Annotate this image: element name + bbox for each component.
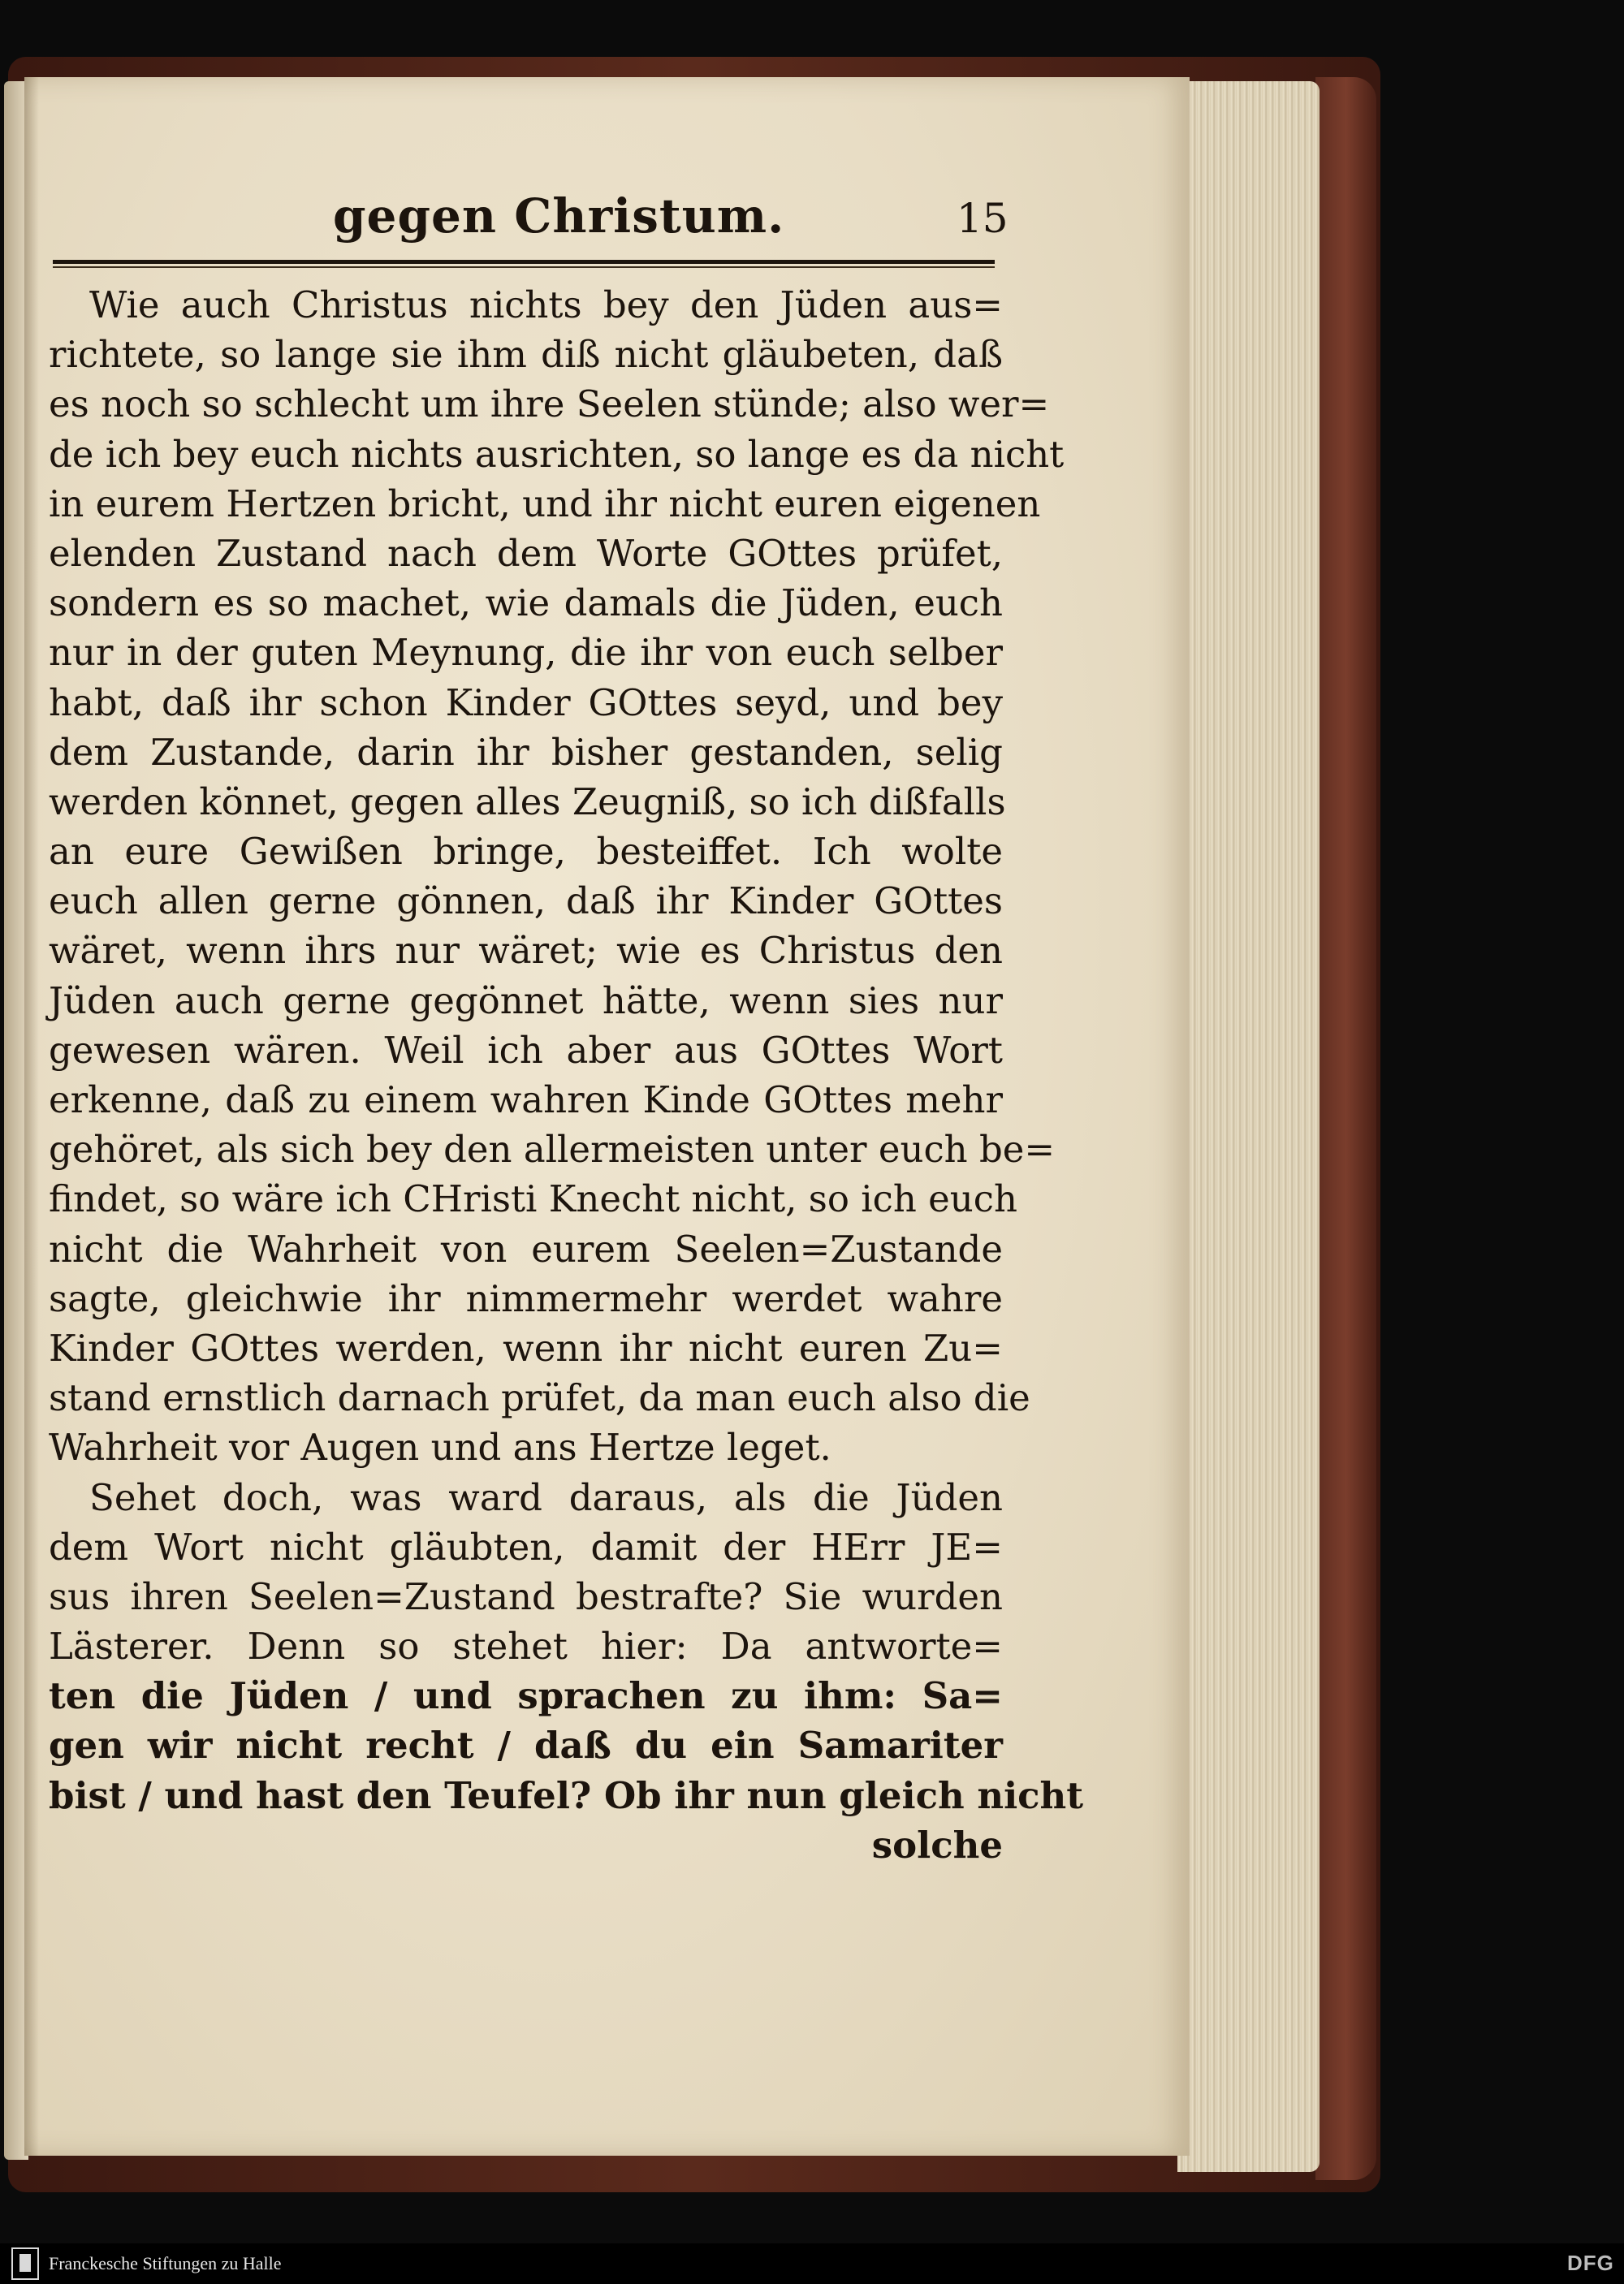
text-line: in eurem Hertzen bricht, und ihr nicht euren eigenen — [49, 481, 1041, 525]
text-line: an eure Gewißen bringe, besteiffet. Ich wolte — [49, 830, 1003, 874]
page-gutter — [24, 77, 39, 2156]
header-rule-thin — [53, 266, 995, 268]
footer-institution: Franckesche Stiftungen zu Halle — [49, 2253, 282, 2273]
text-line-emphasis: bist / und hast den Teufel? Ob ihr nun gleich nicht — [49, 1773, 1084, 1817]
text-line: sus ihren Seelen=Zustand bestrafte? Sie wurden — [49, 1574, 1003, 1618]
text-line: stand ernstlich darnach prüfet, da man euch also die — [49, 1376, 1030, 1420]
text-line: dem Zustande, darin ihr bisher gestanden, selig — [49, 730, 1003, 774]
text-line: werden könnet, gegen alles Zeugniß, so ich dißfalls — [49, 779, 1006, 823]
text-line: findet, so wäre ich CHristi Knecht nicht, so ich euch — [49, 1177, 1017, 1221]
text-line: Sehet doch, was ward daraus, als die Jüden — [89, 1475, 1003, 1519]
text-line: elenden Zustand nach dem Worte GOttes prüfet, — [49, 531, 1003, 575]
running-head: gegen Christum. — [333, 188, 785, 244]
text-line: nicht die Wahrheit von eurem Seelen=Zustande — [49, 1227, 1003, 1271]
header-rule — [53, 260, 995, 264]
text-line: Jüden auch gerne gegönnet hätte, wenn sies nur — [49, 978, 1003, 1022]
text-line: dem Wort nicht gläubten, damit der HErr JE= — [49, 1525, 1003, 1569]
text-line: gewesen wären. Weil ich aber aus GOttes Wort — [49, 1028, 1003, 1072]
institution-logo-icon — [11, 2247, 39, 2280]
text-line: wäret, wenn ihrs nur wäret; wie es Christus den — [49, 929, 1003, 973]
text-line: sondern es so machet, wie damals die Jüden, euch — [49, 581, 1003, 625]
book-cover-edge — [1315, 77, 1376, 2180]
page-number: 15 — [957, 195, 1009, 242]
footer-funder-logo: DFG — [1567, 2251, 1614, 2275]
text-line-emphasis: gen wir nicht recht / daß du ein Samariter — [49, 1724, 1003, 1768]
text-line: es noch so schlecht um ihre Seelen stünde; also wer= — [49, 382, 1050, 426]
body-text — [49, 280, 1084, 1870]
text-line: euch allen gerne gönnen, daß ihr Kinder GOttes — [49, 879, 1003, 923]
page-stack-edge — [1177, 81, 1320, 2172]
text-line: sagte, gleichwie ihr nimmermehr werdet wahre — [49, 1276, 1003, 1320]
text-line: Wie auch Christus nichts bey den Jüden aus= — [89, 283, 1003, 326]
text-line: Kinder GOttes werden, wenn ihr nicht euren Zu= — [49, 1326, 1003, 1370]
catchword: solche — [871, 1823, 1003, 1867]
text-line: erkenne, daß zu einem wahren Kinde GOttes mehr — [49, 1078, 1003, 1121]
text-line: Wahrheit vor Augen und ans Hertze leget. — [49, 1426, 831, 1470]
logo-mark — [19, 2254, 31, 2272]
text-line: habt, daß ihr schon Kinder GOttes seyd, und bey — [49, 680, 1003, 724]
text-line: richtete, so lange sie ihm diß nicht gläubeten, daß — [49, 333, 1003, 377]
text-line: gehöret, als sich bey den allermeisten unter euch be= — [49, 1128, 1056, 1172]
text-line-emphasis: ten die Jüden / und sprachen zu ihm: Sa= — [49, 1674, 1003, 1718]
text-line: Lästerer. Denn so stehet hier: Da antworte= — [49, 1625, 1003, 1669]
text-line: nur in der guten Meynung, die ihr von euch selber — [49, 631, 1003, 675]
text-line: de ich bey euch nichts ausrichten, so lange es da nicht — [49, 432, 1065, 476]
